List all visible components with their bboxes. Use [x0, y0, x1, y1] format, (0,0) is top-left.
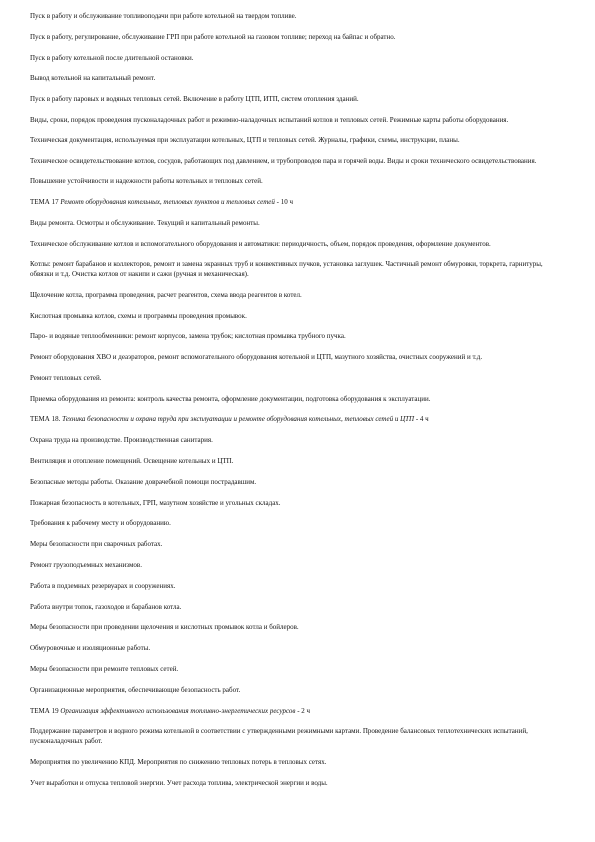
paragraph: Обмуровочные и изоляционные работы.: [30, 644, 151, 653]
paragraph: Пожарная безопасность в котельных, ГРП, мазутном хозяйстве и угольных складах.: [30, 498, 281, 507]
paragraph: Щелочение котла, программа проведения, расчет реагентов, схема ввода реагентов в котел.: [30, 290, 302, 299]
section-number: ТЕМА 18.: [30, 415, 63, 424]
section-heading: [30, 197, 559, 207]
section-title: Ремонт оборудования котельных, тепловых пунктов и тепловых сетей: [60, 198, 275, 207]
paragraph: Требования к рабочему месту и оборудованию.: [30, 519, 171, 528]
section-hours: - 10 ч: [274, 198, 293, 207]
paragraph: Учет выработки и отпуска тепловой энергии. Учет расхода топлива, электрической энергии и воды.: [30, 778, 328, 787]
section-title: Организация эффективного использования топливно-энергетических ресурсов: [60, 706, 296, 715]
paragraph: Вывод котельной на капитальный ремонт.: [30, 74, 156, 83]
paragraph: Пуск в работу котельной после длительной остановки.: [30, 53, 194, 62]
paragraph: Техническая документация, используемая при эксплуатации котельных, ЦТП и тепловых сетей. Журналы, графики, схемы, инструкции, планы.: [30, 136, 460, 145]
paragraph: Техническое обслуживание котлов и вспомогательного оборудования и автоматики: периодичность, объем, порядок проведения, оформление документов.: [30, 239, 491, 248]
section-heading: [30, 706, 559, 716]
paragraph: Меры безопасности при ремонте тепловых сетей.: [30, 664, 179, 673]
section-number: ТЕМА 17: [30, 198, 61, 207]
paragraph: Пуск в работу паровых и водяных тепловых сетей. Включение в работу ЦТП, ИТП, систем отопления зданий.: [30, 95, 359, 104]
paragraph: Ремонт оборудования ХВО и деаэраторов, ремонт вспомогательного оборудования котельной и ЦТП, мазутного хозяйства, очистных сооружений и т.д.: [30, 353, 483, 362]
paragraph: Организационные мероприятия, обеспечивающие безопасность работ.: [30, 685, 241, 694]
paragraph: Котлы: ремонт барабанов и коллекторов, ремонт и замена экранных труб и конвективных пучков, установка заглушек. Частичный ремонт обмуровки, торкрета, гарнитуры, обвязки и т.д. Очистка котлов от накипи и сажи (ручная и механическая).: [30, 260, 543, 279]
paragraph: Ремонт грузоподъемных механизмов.: [30, 560, 142, 569]
section-number: ТЕМА 19: [30, 706, 61, 715]
paragraph: Ремонт тепловых сетей.: [30, 373, 102, 382]
section-title: Техника безопасности и охрана труда при эксплуатации и ремонте оборудования котельных, тепловых сетей и ЦТП: [62, 415, 415, 424]
paragraph: Виды, сроки, порядок проведения пусконаладочных работ и режимно-наладочных испытаний котлов и тепловых сетей. Режимные карты работы оборудования.: [30, 115, 509, 124]
paragraph: Повышение устойчивости и надежности работы котельных и тепловых сетей.: [30, 177, 263, 186]
paragraph: Поддержание параметров и водного режима котельной в соответствии с утвержденными режимными картами. Проведение балансовых теплотехнических испытаний, пусконаладочных работ.: [30, 727, 528, 746]
paragraph: Паро- и водяные теплообменники: ремонт корпусов, замена трубок; кислотная промывка трубного пучка.: [30, 332, 346, 341]
paragraph: Кислотная промывка котлов, схемы и программы проведения промывок.: [30, 311, 247, 320]
section-hours: - 2 ч: [295, 706, 311, 715]
paragraph: Безопасные методы работы. Оказание доврачебной помощи пострадавшим.: [30, 477, 257, 486]
paragraph: Вентиляция и отопление помещений. Освещение котельных и ЦТП.: [30, 456, 234, 465]
paragraph: Мероприятия по увеличению КПД. Мероприятия по снижению тепловых потерь в тепловых сетях.: [30, 757, 327, 766]
paragraph: Меры безопасности при сварочных работах.: [30, 540, 163, 549]
paragraph: Пуск в работу, регулирование, обслуживание ГРП при работе котельной на газовом топливе; переход на байпас и обратно.: [30, 32, 396, 41]
paragraph: Виды ремонта. Осмотры и обслуживание. Текущий и капитальный ремонты.: [30, 219, 260, 228]
paragraph: Пуск в работу и обслуживание топливоподачи при работе котельной на твердом топливе.: [30, 12, 297, 20]
paragraph: Техническое освидетельствование котлов, сосудов, работающих под давлением, и трубопроводов пара и горячей воды. Виды и сроки технического освидетельствования.: [30, 156, 537, 165]
paragraph: Приемка оборудования из ремонта: контроль качества ремонта, оформление документации, подготовка оборудования к эксплуатации.: [30, 394, 431, 403]
paragraph: Охрана труда на производстве. Производственная санитария.: [30, 436, 213, 445]
section-heading: [30, 414, 559, 424]
paragraph: Работа внутри топок, газоходов и барабанов котла.: [30, 602, 182, 611]
paragraph: Меры безопасности при проведении щелочения и кислотных промывок котла и бойлеров.: [30, 623, 299, 632]
section-hours: - 4 ч: [414, 415, 429, 424]
paragraph: Работа в подземных резервуарах и сооружениях.: [30, 581, 176, 590]
